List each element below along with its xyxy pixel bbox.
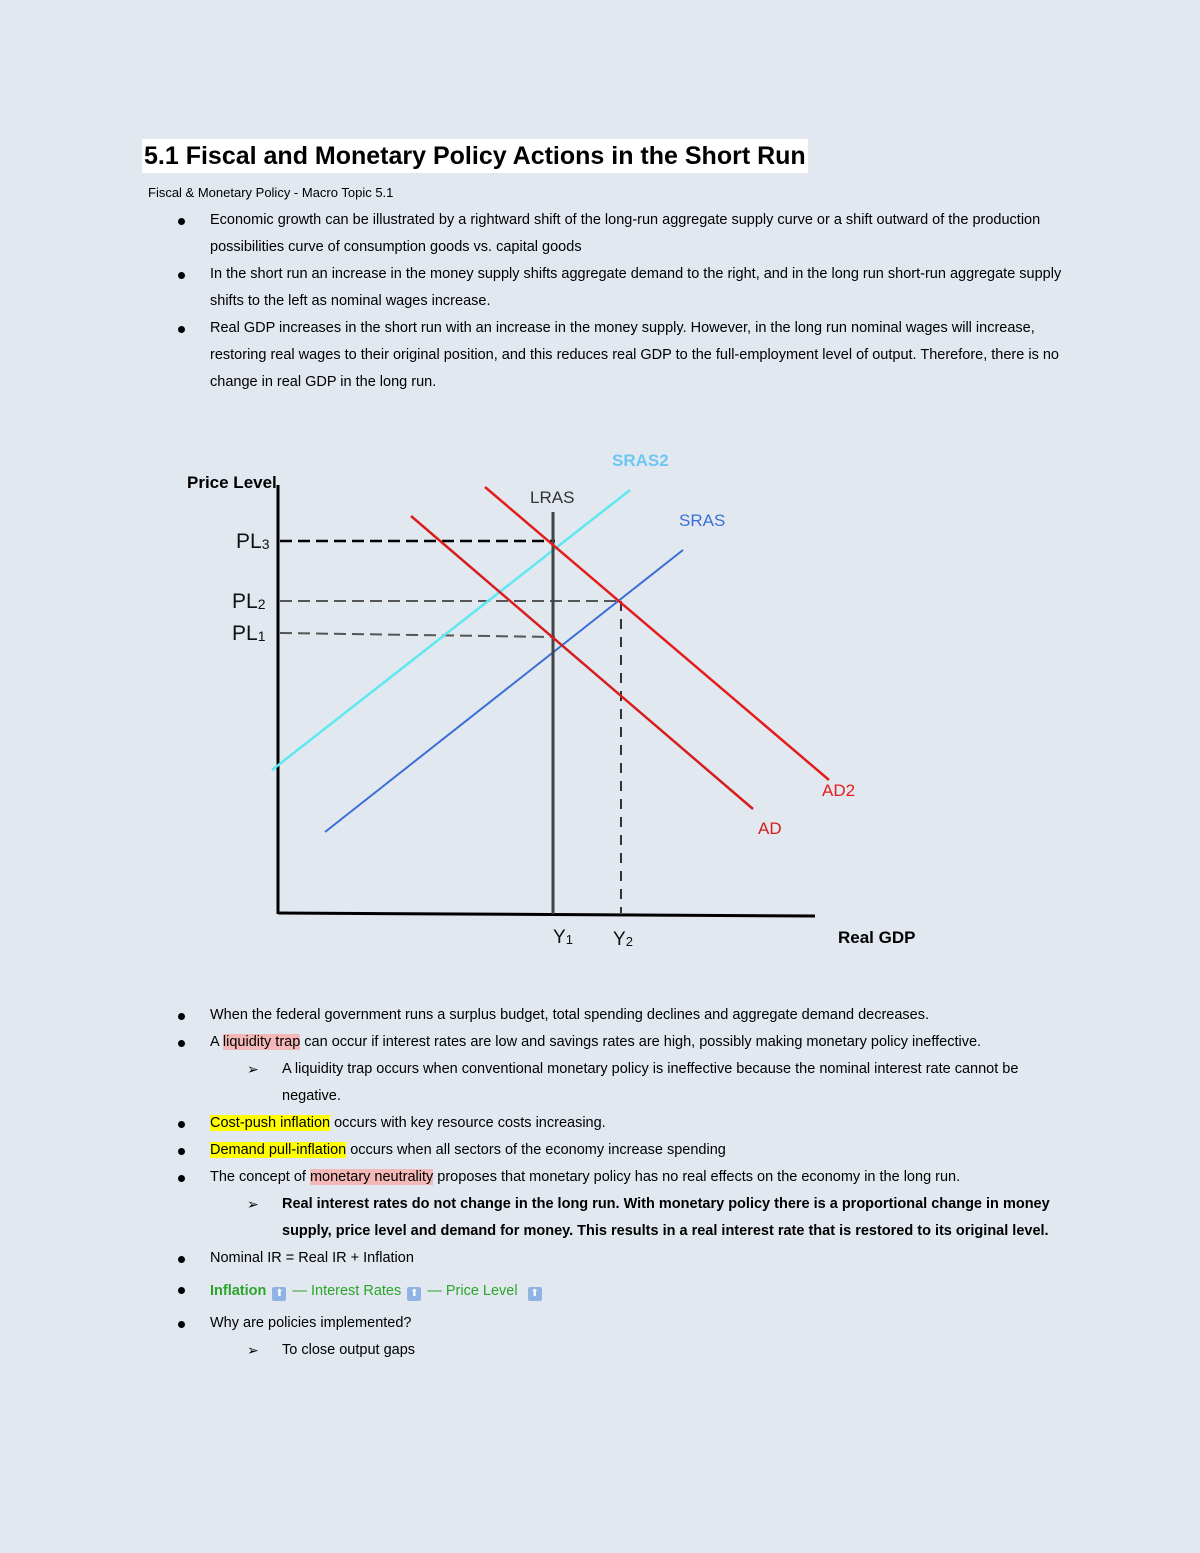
sras2-line	[272, 490, 630, 770]
sras-line	[325, 550, 683, 832]
bullet-icon	[178, 1321, 185, 1328]
bullet-icon	[178, 1013, 185, 1020]
bullet-icon	[178, 1175, 185, 1182]
y2-tick-label: Y2	[613, 929, 633, 950]
ad2-label: AD2	[822, 781, 856, 800]
highlight-term: liquidity trap	[222, 1034, 301, 1050]
bullet-icon	[178, 1121, 185, 1128]
bullet-icon	[178, 1148, 185, 1155]
y-axis-label: Price Level	[187, 473, 277, 492]
pl3-tick-label: PL3	[236, 530, 270, 553]
bullet-icon	[178, 1287, 185, 1294]
list-item	[0, 1310, 1200, 1337]
list-item	[0, 1164, 1200, 1191]
x-axis-label: Real GDP	[838, 928, 916, 947]
sub-bullet-text: To close output gaps	[282, 1342, 416, 1358]
y1-tick-label: Y1	[553, 927, 573, 948]
arrow-bullet-icon: ➢	[247, 1196, 259, 1212]
highlight-term: monetary neutrality	[309, 1169, 434, 1185]
highlight-term: Cost-push inflation	[210, 1115, 331, 1131]
list-item	[0, 1029, 1200, 1056]
pl1-guide	[280, 633, 555, 637]
page-title: 5.1 Fiscal and Monetary Policy Actions in the Short Run	[142, 139, 808, 173]
bullet-text: Real GDP increases in the short run with an increase in the money supply. However, in the long run nominal wages will increase, restoring real wages to their original position, and this reduces real GDP to the full-employment level of output. Therefore, there is no change in real GDP in the long run.	[210, 320, 1059, 390]
up-arrow-icon: ⬆	[528, 1287, 542, 1301]
highlight-term: Demand pull-inflation	[210, 1142, 347, 1158]
arrow-bullet-icon: ➢	[247, 1342, 259, 1358]
inflation-label: Inflation	[210, 1283, 267, 1299]
pl1-tick-label: PL1	[232, 622, 266, 645]
bullet-icon	[178, 1256, 185, 1263]
sub-list-item	[0, 1337, 1200, 1364]
arrow-bullet-icon: ➢	[247, 1061, 259, 1077]
bullet-text-post: proposes that monetary policy has no real effects on the economy in the long run.	[433, 1169, 961, 1185]
ad-label: AD	[758, 819, 782, 838]
sras2-label: SRAS2	[612, 451, 669, 470]
x-axis	[278, 913, 815, 916]
lras-label: LRAS	[530, 488, 575, 507]
list-item	[0, 1137, 1200, 1164]
list-item	[0, 1245, 1200, 1272]
bottom-bullet-list	[0, 1002, 1200, 1364]
list-item	[0, 1272, 1200, 1310]
bullet-text-post: occurs when all sectors of the economy increase spending	[346, 1142, 726, 1158]
sub-list-item	[0, 1056, 1200, 1110]
sub-bullet-text: A liquidity trap occurs when conventional monetary policy is ineffective because the nominal interest rate cannot be negative.	[282, 1061, 1019, 1104]
up-arrow-icon: ⬆	[272, 1287, 286, 1301]
bullet-text-post: can occur if interest rates are low and savings rates are high, possibly making monetary policy ineffective.	[300, 1034, 982, 1050]
list-item	[0, 1002, 1200, 1029]
bullet-text: In the short run an increase in the money supply shifts aggregate demand to the right, and in the long run short-run aggregate supply shifts to the left as nominal wages increase.	[210, 266, 1062, 309]
up-arrow-icon: ⬆	[407, 1287, 421, 1301]
price-level-label: — Price Level	[427, 1283, 518, 1299]
list-item	[0, 1110, 1200, 1137]
bullet-text: When the federal government runs a surplus budget, total spending declines and aggregate demand decreases.	[210, 1007, 930, 1023]
bullet-text: Why are policies implemented?	[210, 1315, 412, 1331]
subtitle: Fiscal & Monetary Policy - Macro Topic 5.1	[148, 185, 394, 200]
bullet-text-post: occurs with key resource costs increasing.	[330, 1115, 606, 1131]
bullet-icon	[178, 1040, 185, 1047]
ad-line	[411, 516, 753, 809]
pl2-tick-label: PL2	[232, 590, 266, 613]
sub-bullet-text: Real interest rates do not change in the long run. With monetary policy there is a proportional change in money supply, price level and demand for money. This results in a real interest rate that is restored to its original level.	[282, 1196, 1050, 1239]
sub-list-item	[0, 1191, 1200, 1245]
sras-label: SRAS	[679, 511, 726, 530]
bullet-text-pre: The concept of	[210, 1169, 310, 1185]
bullet-text: Nominal IR = Real IR + Inflation	[210, 1250, 414, 1266]
bullet-text-pre: A	[210, 1034, 223, 1050]
bullet-text: Economic growth can be illustrated by a rightward shift of the long-run aggregate supply curve or a shift outward of the production possibilities curve of consumption goods vs. capital goods	[210, 212, 1041, 255]
ad2-line	[485, 487, 829, 780]
interest-rates-label: — Interest Rates	[292, 1283, 402, 1299]
